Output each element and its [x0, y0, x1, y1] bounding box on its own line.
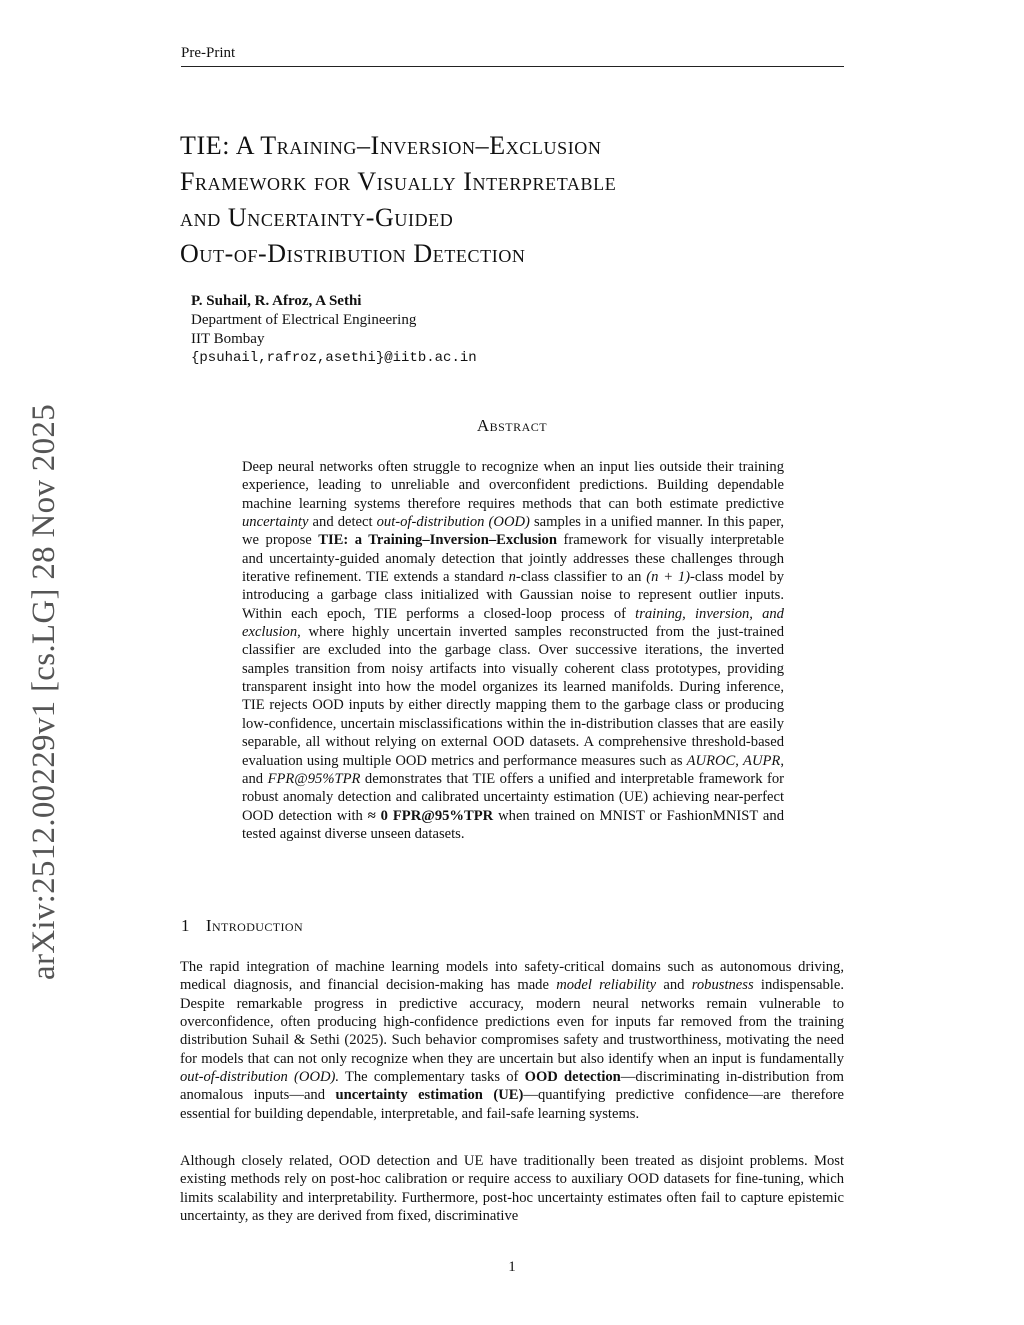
abstract-text: Deep neural networks often struggle to recognize when an input lies outside their training experience, leading to unreliable and overconfident predictions. Building dependable machine learning systems therefore requires methods that can both estimate predictive uncertainty and detect out-of-distribution (OOD) samples in a unified manner. In this paper, we propose TIE: a Training–Inversion–Exclusion framework for visually interpretable and uncertainty-guided anomaly detection that jointly addresses these challenges through iterative refinement. TIE extends a standard n-class classifier to an (n + 1)-class model by introducing a garbage class initialized with Gaussian noise to represent outlier inputs. Within each epoch, TIE performs a closed-loop process of training, inversion, and exclusion, where highly uncertain inverted samples reconstructed from the just-trained classifier are excluded into the garbage class. Over successive iterations, the inverted samples transition from noisy artifacts into visually coherent class prototypes, providing transparent insight into how the model organizes its learned manifolds. During inference, TIE rejects OOD inputs by either directly mapping them to the garbage class or producing low-confidence, uncertain misclassifications within the in-distribution classes that are easily separable, all without relying on external OOD datasets. A comprehensive threshold-based evaluation using multiple OOD metrics and performance measures such as AUROC, AUPR, and FPR@95%TPR demonstrates that TIE offers a unified and interpretable framework for robust anomaly detection and calibrated uncertainty estimation (UE) achieving near-perfect OOD detection with ≈ 0 FPR@95%TPR when trained on MNIST or FashionMNIST and tested against diverse unseen datasets. [242, 459, 785, 842]
paper-title [180, 128, 860, 272]
author-names: P. Suhail, R. Afroz, A Sethi [191, 293, 362, 309]
author-block [191, 292, 477, 368]
page-number: 1 [508, 1259, 516, 1275]
intro-paragraph-1: The rapid integration of machine learning models into safety-critical domains such as autonomous driving, medical diagnosis, and financial decision-making has made model reliability and robustness indispensable. Despite remarkable progress in predictive accuracy, modern neural networks remain vulnerable to overconfidence, often producing high-confidence predictions even for inputs far removed from the training distribution Suhail & Sethi (2025). Such behavior compromises safety and trustworthiness, motivating the need for models that can not only recognize when they are uncertain but also identify when an input is fundamentally out-of-distribution (OOD). The complementary tasks of OOD detection—discriminating in-distribution from anomalous inputs—and uncertainty estimation (UE)—quantifying predictive confidence—are therefore essential for building dependable, interpretable, and fail-safe learning systems. [180, 959, 844, 1122]
section-heading-introduction [181, 916, 303, 936]
abstract-heading: Abstract [476, 416, 548, 435]
title-line-3: and Uncertainty-Guided [180, 203, 454, 232]
title-line-1: TIE: A Training–Inversion–Exclusion [180, 131, 602, 160]
section-title: Introduction [205, 916, 304, 935]
intro-paragraph-2: Although closely related, OOD detection and UE have traditionally been treated as disjoint problems. Most existing methods rely on post-hoc calibration or require access to auxiliary OOD datasets for fine-tuning, which limits scalability and interpretability. Furthermore, post-hoc uncertainty estimates often fail to capture epistemic uncertainty, as they are derived from fixed, discriminative [180, 1153, 844, 1225]
section-number: 1 [181, 916, 190, 935]
title-line-2: Framework for Visually Interpretable [180, 167, 617, 196]
title-line-4: Out-of-Distribution Detection [180, 239, 526, 268]
running-header: Pre-Print [181, 45, 236, 61]
author-department: Department of Electrical Engineering [191, 312, 417, 328]
arxiv-identifier: arXiv:2512.00229v1 [cs.LG] 28 Nov 2025 [26, 404, 62, 980]
author-institution: IIT Bombay [191, 331, 265, 347]
header-rule [181, 66, 844, 67]
author-email[interactable]: {psuhail,rafroz,asethi}@iitb.ac.in [191, 350, 477, 366]
